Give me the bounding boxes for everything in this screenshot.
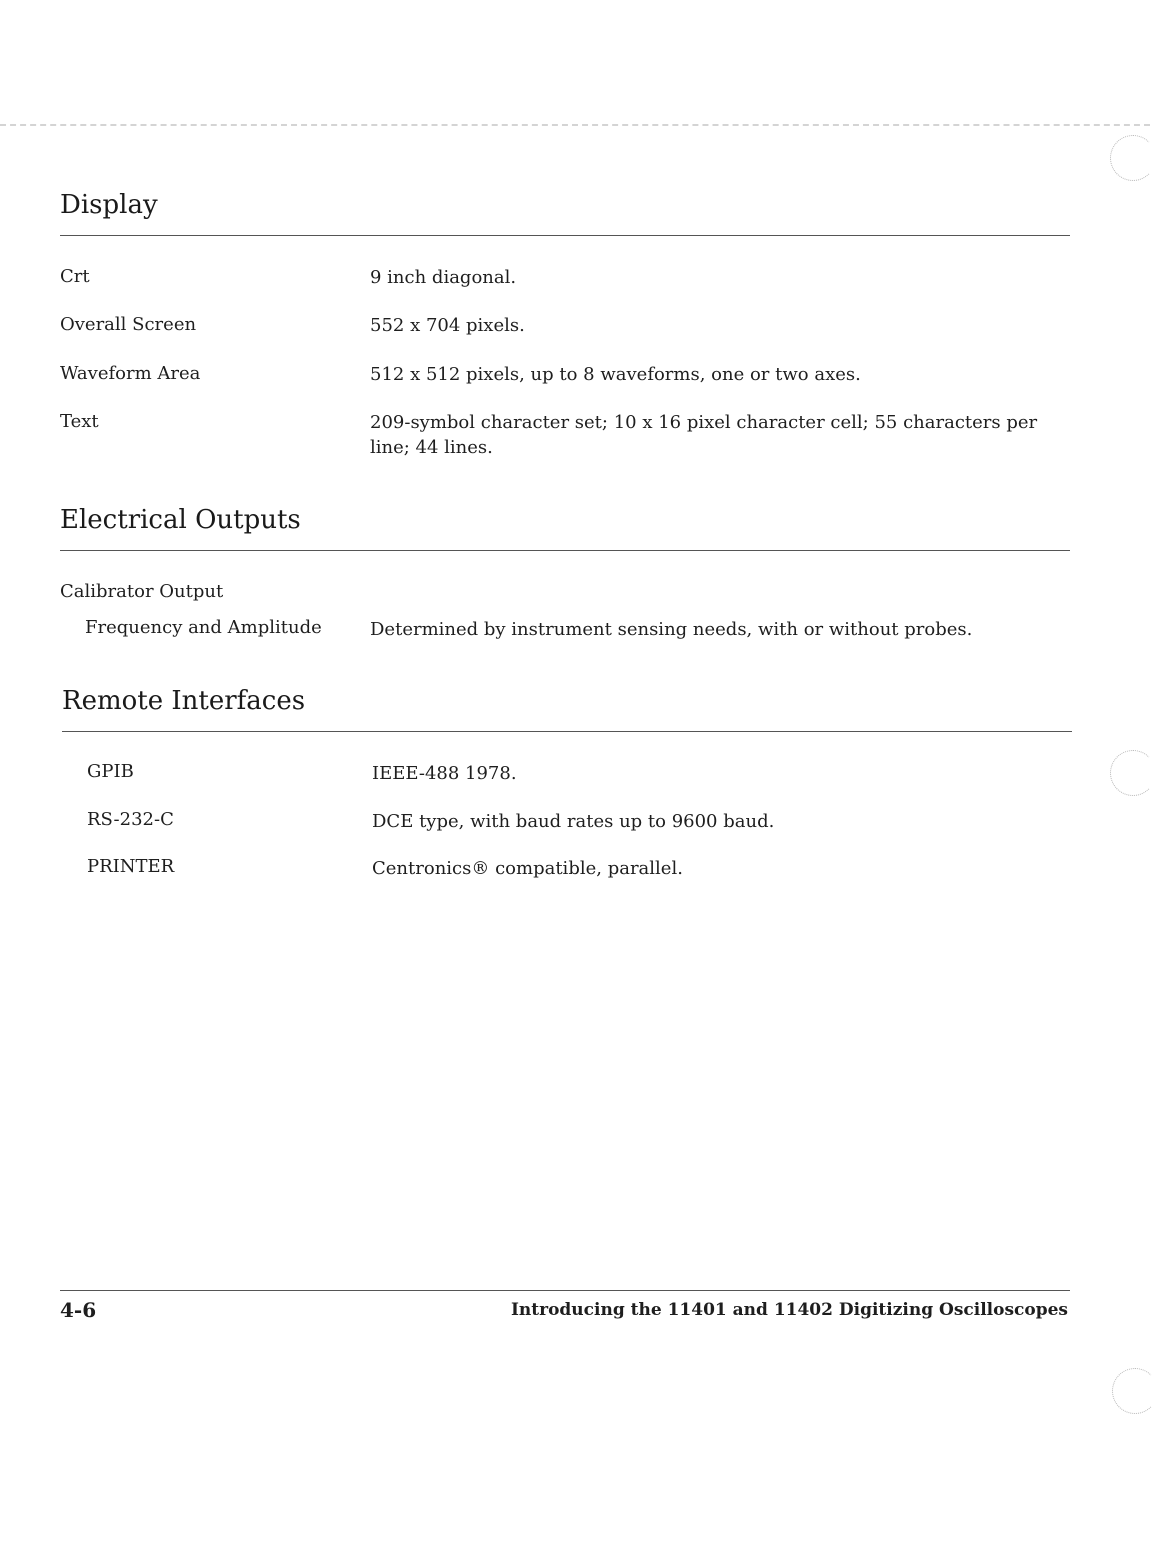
spec-label-overall-screen: Overall Screen (60, 314, 197, 335)
spec-label-text: Text (60, 411, 99, 432)
page-number: 4-6 (60, 1298, 97, 1322)
scan-edge-dashed-line (0, 124, 1150, 126)
footer-rule (60, 1290, 1070, 1291)
spec-label-waveform-area: Waveform Area (60, 363, 201, 384)
spec-label-rs232c: RS-232-C (87, 809, 174, 830)
spec-label-gpib: GPIB (87, 761, 134, 782)
binder-hole-mark (1112, 1368, 1158, 1414)
spec-label-frequency-amplitude: Frequency and Amplitude (85, 617, 322, 638)
spec-value-text: 209-symbol character set; 10 x 16 pixel character cell; 55 characters per line; 44 lines. (370, 412, 1038, 458)
section-rule (60, 235, 1070, 236)
spec-group-label-calibrator-output: Calibrator Output (60, 581, 224, 602)
section-rule (62, 731, 1072, 732)
spec-label-printer: PRINTER (87, 856, 175, 877)
section-title-display: Display (60, 190, 158, 220)
section-title-electrical-outputs: Electrical Outputs (60, 505, 301, 535)
spec-value-crt: 9 inch diagonal. (370, 267, 517, 288)
binder-hole-mark (1110, 135, 1156, 181)
running-footer-title: Introducing the 11401 and 11402 Digitizing Oscilloscopes (510, 1300, 1068, 1320)
spec-value-printer: Centronics® compatible, parallel. (372, 858, 683, 879)
spec-value-overall-screen: 552 x 704 pixels. (370, 315, 525, 336)
spec-value-gpib: IEEE-488 1978. (372, 763, 517, 784)
section-rule (60, 550, 1070, 551)
spec-value-rs232c: DCE type, with baud rates up to 9600 baud. (372, 811, 775, 832)
section-title-remote-interfaces: Remote Interfaces (62, 686, 306, 716)
binder-hole-mark (1110, 750, 1156, 796)
spec-value-waveform-area: 512 x 512 pixels, up to 8 waveforms, one or two axes. (370, 364, 861, 385)
spec-label-crt: Crt (60, 266, 90, 287)
spec-value-frequency-amplitude: Determined by instrument sensing needs, with or without probes. (370, 619, 973, 640)
